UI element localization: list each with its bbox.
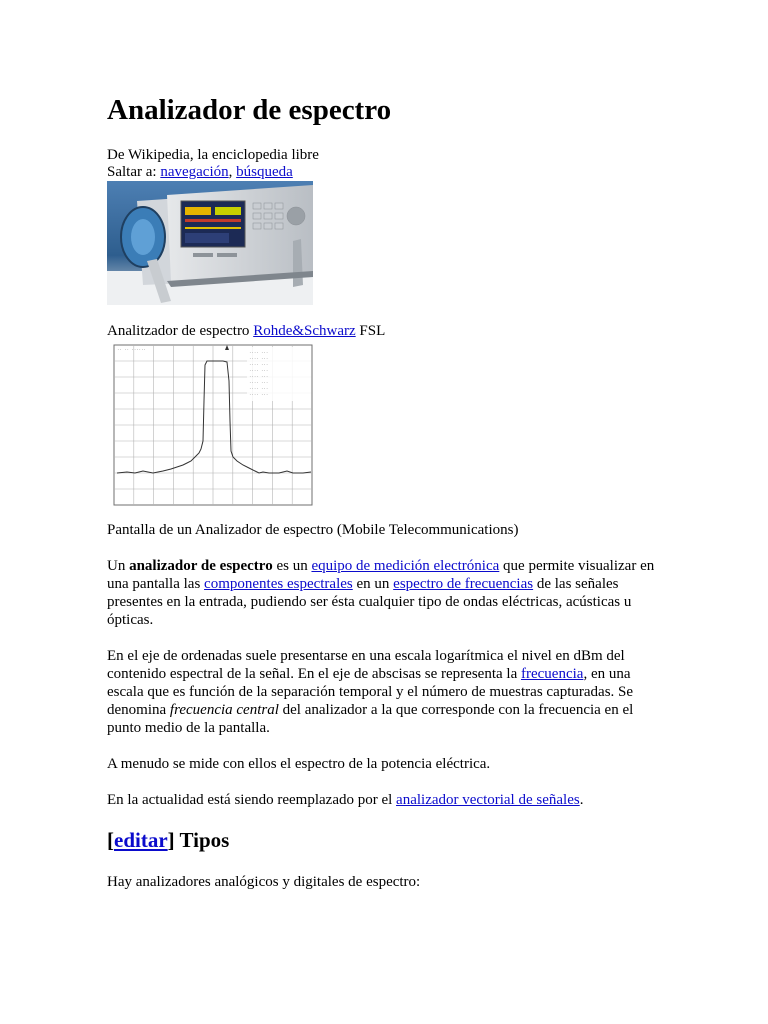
link-analizador-vectorial[interactable]: analizador vectorial de señales: [396, 792, 580, 808]
svg-text:.... ...: .... ...: [249, 373, 269, 378]
rohde-schwarz-link[interactable]: Rohde&Schwarz: [253, 323, 356, 339]
p4-text-1: En la actualidad está siendo reemplazado por el: [107, 792, 397, 808]
p1-bold-term: analizador de espectro: [129, 558, 273, 574]
paragraph-replacement: [107, 791, 665, 809]
svg-text:.... ...: .... ...: [249, 385, 269, 390]
p4-text-2: .: [579, 792, 584, 808]
svg-text:.... ...: .... ...: [249, 367, 269, 372]
link-equipo-medicion[interactable]: equipo de medición electrónica: [311, 558, 500, 574]
paragraph-axes: [107, 647, 665, 737]
navigation-link[interactable]: navegación: [160, 164, 229, 180]
spectrum-analyzer-photo[interactable]: [107, 181, 313, 305]
figure2-caption: Pantalla de un Analizador de espectro (Mobile Telecommunications): [107, 522, 519, 538]
svg-text:.... ...: .... ...: [249, 379, 269, 384]
section-title: Tipos: [174, 828, 230, 852]
svg-text:.... ...: .... ...: [249, 391, 269, 396]
p2-italic-term: frecuencia central: [169, 702, 279, 718]
section-heading-tipos: [107, 826, 229, 854]
p2-text-3: del analizador a la que corresponde con la frecuencia en el punto medio de la pantalla.: [107, 702, 634, 736]
link-componentes-espectrales[interactable]: componentes espectrales: [204, 576, 353, 592]
page-title: Analizador de espectro: [107, 94, 392, 126]
bracket-open: [: [107, 828, 114, 852]
search-link[interactable]: búsqueda: [236, 164, 293, 180]
paragraph-definition: [107, 557, 665, 629]
spectrum-plot-image[interactable]: [107, 341, 313, 507]
jump-links: [107, 163, 293, 181]
svg-text:.... ...: .... ...: [249, 361, 269, 366]
p2-text-1: En el eje de ordenadas suele presentarse en una escala logarítmica el nivel en dBm del contenido espectral de la señal. En el eje de abscisas se representa la: [107, 648, 625, 682]
paragraph-types-intro: Hay analizadores analógicos y digitales de espectro:: [107, 874, 421, 890]
article-tagline: De Wikipedia, la enciclopedia libre: [107, 147, 319, 163]
p1-text-2: es un: [272, 558, 312, 574]
figure1-caption-suffix: FSL: [355, 323, 386, 339]
edit-section-link[interactable]: editar: [114, 828, 168, 852]
p1-text-1: Un: [107, 558, 130, 574]
p1-text-5: de las señales presentes en la entrada, pudiendo ser ésta cualquier tipo de ondas eléctricas, acústicas u ópticas.: [107, 576, 632, 628]
svg-text:.. .. ......: .. .. ......: [117, 346, 146, 351]
p2-text-2: , en una escala que es función de la separación temporal y el número de muestras capturadas. Se denomina: [107, 666, 634, 718]
bracket-close: ]: [167, 828, 175, 852]
svg-text:.... ...: .... ...: [249, 355, 269, 360]
p1-text-3: que permite visualizar en una pantalla las: [107, 558, 655, 592]
paragraph-power: A menudo se mide con ellos el espectro de la potencia eléctrica.: [107, 756, 491, 772]
jump-prefix: Saltar a:: [107, 164, 161, 180]
p1-text-4: en un: [352, 576, 394, 592]
link-frecuencia[interactable]: frecuencia: [520, 666, 584, 682]
link-espectro-frecuencias[interactable]: espectro de frecuencias: [393, 576, 534, 592]
svg-text:.... ...: .... ...: [249, 349, 269, 354]
figure1-caption-prefix: Analitzador de espectro: [107, 323, 254, 339]
figure1-caption: [107, 322, 385, 340]
jump-separator: ,: [228, 164, 237, 180]
